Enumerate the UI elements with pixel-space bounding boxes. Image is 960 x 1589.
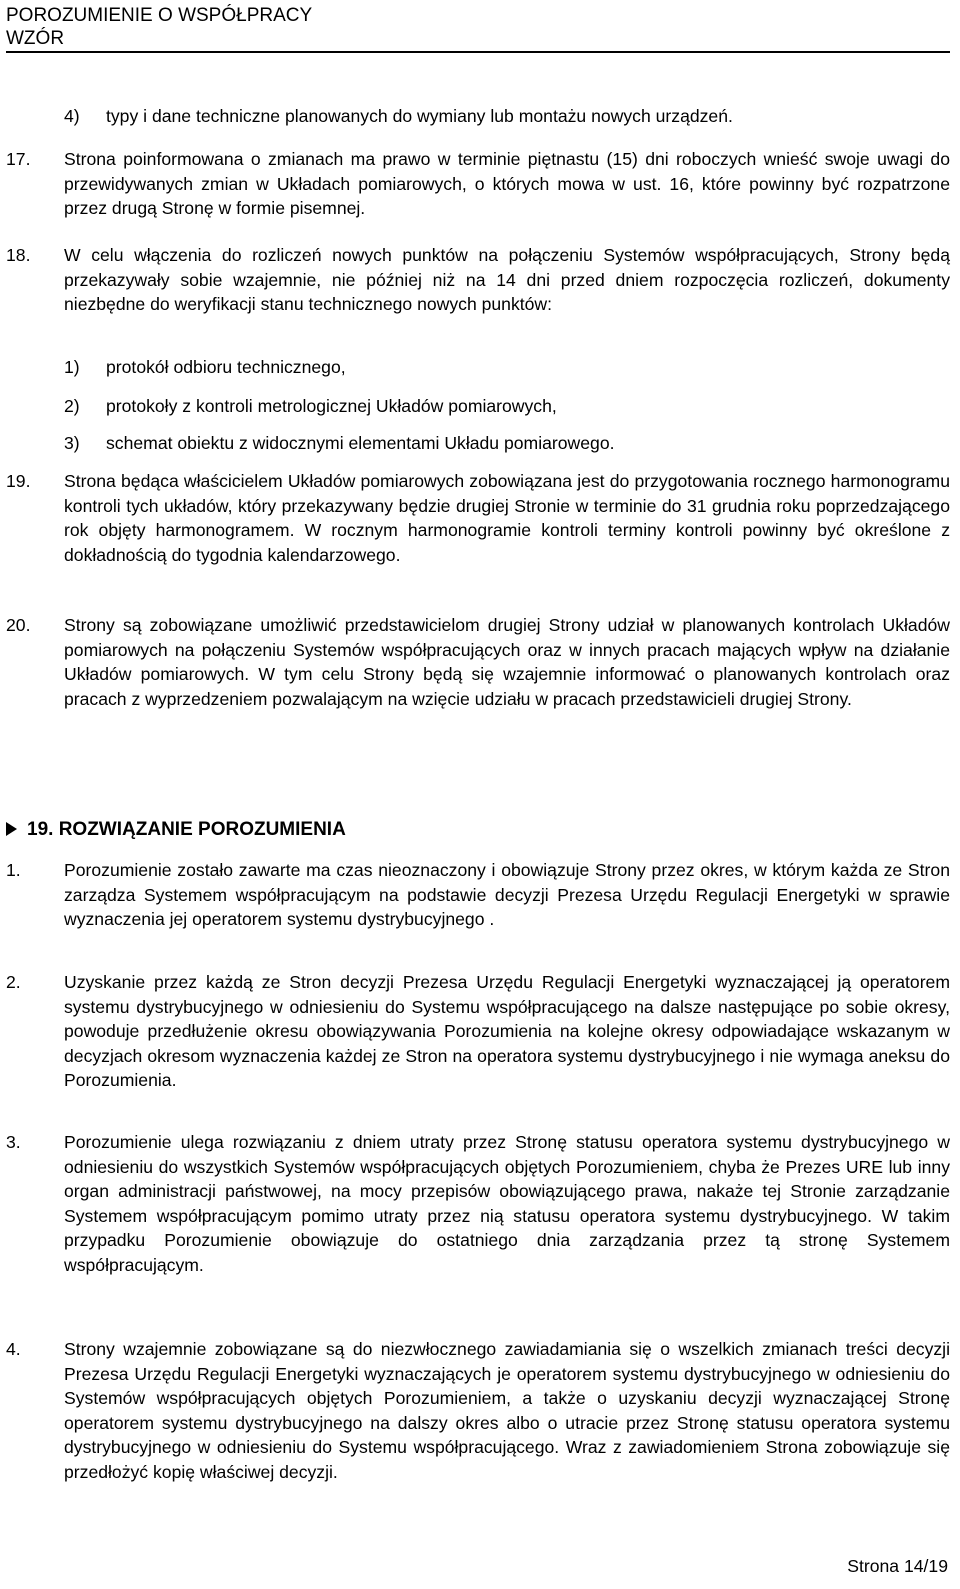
list-item-text: typy i dane techniczne planowanych do wymiany lub montażu nowych urządzeń. bbox=[106, 106, 733, 126]
section-title: ROZWIĄZANIE POROZUMIENIA bbox=[58, 819, 346, 840]
list-item-text: schemat obiektu z widocznymi elementami Układu pomiarowego. bbox=[106, 433, 615, 453]
list-item bbox=[64, 431, 944, 456]
clause-4 bbox=[6, 1337, 950, 1484]
paragraph-number: 19. bbox=[6, 471, 31, 491]
paragraph-text: W celu włączenia do rozliczeń nowych punktów na połączeniu Systemów współpracujących, Strony będą przekazywały sobie wzajemnie, nie później niż na 14 dni przed dniem rozpoczęcia rozliczeń, dokumenty niezbędne do weryfikacji stanu technicznego nowych punktów: bbox=[64, 245, 950, 314]
clause-1 bbox=[6, 858, 950, 932]
clause-number: 3. bbox=[6, 1132, 21, 1152]
paragraph-20 bbox=[6, 613, 950, 711]
paragraph-number: 20. bbox=[6, 615, 31, 635]
clause-number: 1. bbox=[6, 860, 21, 880]
clause-number: 4. bbox=[6, 1339, 21, 1359]
list-item-number: 1) bbox=[64, 357, 80, 377]
document-header bbox=[6, 4, 950, 53]
paragraph-number: 17. bbox=[6, 149, 31, 169]
list-item-number: 3) bbox=[64, 433, 80, 453]
clause-3 bbox=[6, 1130, 950, 1277]
list-item bbox=[64, 355, 944, 380]
list-item-number: 2) bbox=[64, 396, 80, 416]
section-heading bbox=[6, 818, 346, 842]
list-item bbox=[64, 104, 944, 129]
paragraph-text: Strona poinformowana o zmianach ma prawo w terminie piętnastu (15) dni roboczych wnieść swoje uwagi do przewidywanych zmian w Układach pomiarowych, o których mowa w ust. 16, które powinny być rozpatrzone przez drugą Stronę w formie pisemnej. bbox=[64, 149, 950, 218]
header-subtitle: WZÓR bbox=[6, 28, 65, 49]
clause-text: Strony wzajemnie zobowiązane są do niezwłocznego zawiadamiania się o wszelkich zmianach treści decyzji Prezesa Urzędu Regulacji Energetyki wyznaczających je operatorem systemu dystrybucyjnego w odniesieniu do Systemów współpracujących objętych Porozumieniem, a także o uzyskaniu decyzji wyznaczającej Stronę operatorem systemu dystrybucyjnego na dalszy okres albo o utracie przez Stronę statusu operatora systemu dystrybucyjnego w odniesieniu do Systemu współpracującego. Wraz z zawiadomieniem Strona zobowiązuje się przedłożyć kopię właściwej decyzji. bbox=[64, 1339, 950, 1482]
clause-text: Porozumienie ulega rozwiązaniu z dniem utraty przez Stronę statusu operatora systemu dystrybucyjnego w odniesieniu do wszystkich Systemów współpracujących objętych Porozumieniem, chyba że Prezes URE lub inny organ administracji państwowej, na mocy przepisów obowiązującego prawa, nakaże tej Stronie zarządzanie Systemem współpracującym pomimo utraty przez nią statusu operatora systemu dystrybucyjnego. W takim przypadku Porozumienie obowiązuje do ostatniego dnia zarządzania przez tą stronę Systemem współpracującym. bbox=[64, 1132, 950, 1275]
clause-number: 2. bbox=[6, 972, 21, 992]
paragraph-18 bbox=[6, 243, 950, 317]
section-number: 19. bbox=[27, 819, 54, 840]
page-number: Strona 14/19 bbox=[847, 1556, 948, 1576]
clause-text: Uzyskanie przez każdą ze Stron decyzji Prezesa Urzędu Regulacji Energetyki wyznaczającej ją operatorem systemu dystrybucyjnego w odniesieniu do Systemu współpracującego na dalsze następujące po sobie okresy, powoduje przedłużenie okresu obowiązywania Porozumienia na kolejne okresy odpowiadające wskazanym w decyzjach okresom wyznaczenia każdej ze Stron na operatora systemu dystrybucyjnego i nie wymaga aneksu do Porozumienia. bbox=[64, 972, 950, 1090]
list-item bbox=[64, 394, 944, 419]
paragraph-17 bbox=[6, 147, 950, 221]
paragraph-text: Strony są zobowiązane umożliwić przedstawicielom drugiej Strony udział w planowanych kontrolach Układów pomiarowych na połączeniu Systemów współpracujących oraz w innych pracach mających wpływ na działanie Układów pomiarowych. W tym celu Strony będą się wzajemnie informować o planowanych kontrolach oraz pracach z wyprzedzeniem pozwalającym na wzięcie udziału w pracach przedstawicieli drugiej Strony. bbox=[64, 615, 950, 709]
paragraph-19 bbox=[6, 469, 950, 567]
clause-2 bbox=[6, 970, 950, 1093]
list-item-text: protokół odbioru technicznego, bbox=[106, 357, 346, 377]
list-item-number: 4) bbox=[64, 106, 80, 126]
paragraph-text: Strona będąca właścicielem Układów pomiarowych zobowiązana jest do przygotowania rocznego harmonogramu kontroli tych układów, który przekazywany będzie drugiej Stronie w terminie do 31 grudnia roku poprzedzającego rok objęty harmonogramem. W rocznym harmonogramie kontroli terminy kontroli powinny być określone z dokładnością do tygodnia kalendarzowego. bbox=[64, 471, 950, 565]
paragraph-number: 18. bbox=[6, 245, 31, 265]
list-item-text: protokoły z kontroli metrologicznej Układów pomiarowych, bbox=[106, 396, 557, 416]
arrow-bullet-icon bbox=[6, 822, 17, 836]
clause-text: Porozumienie zostało zawarte ma czas nieoznaczony i obowiązuje Strony przez okres, w którym każda ze Stron zarządza Systemem współpracującym na podstawie decyzji Prezesa Urzędu Regulacji Energetyki w sprawie wyznaczenia jej operatorem systemu dystrybucyjnego . bbox=[64, 860, 950, 929]
header-title: POROZUMIENIE O WSPÓŁPRACY bbox=[6, 5, 313, 26]
